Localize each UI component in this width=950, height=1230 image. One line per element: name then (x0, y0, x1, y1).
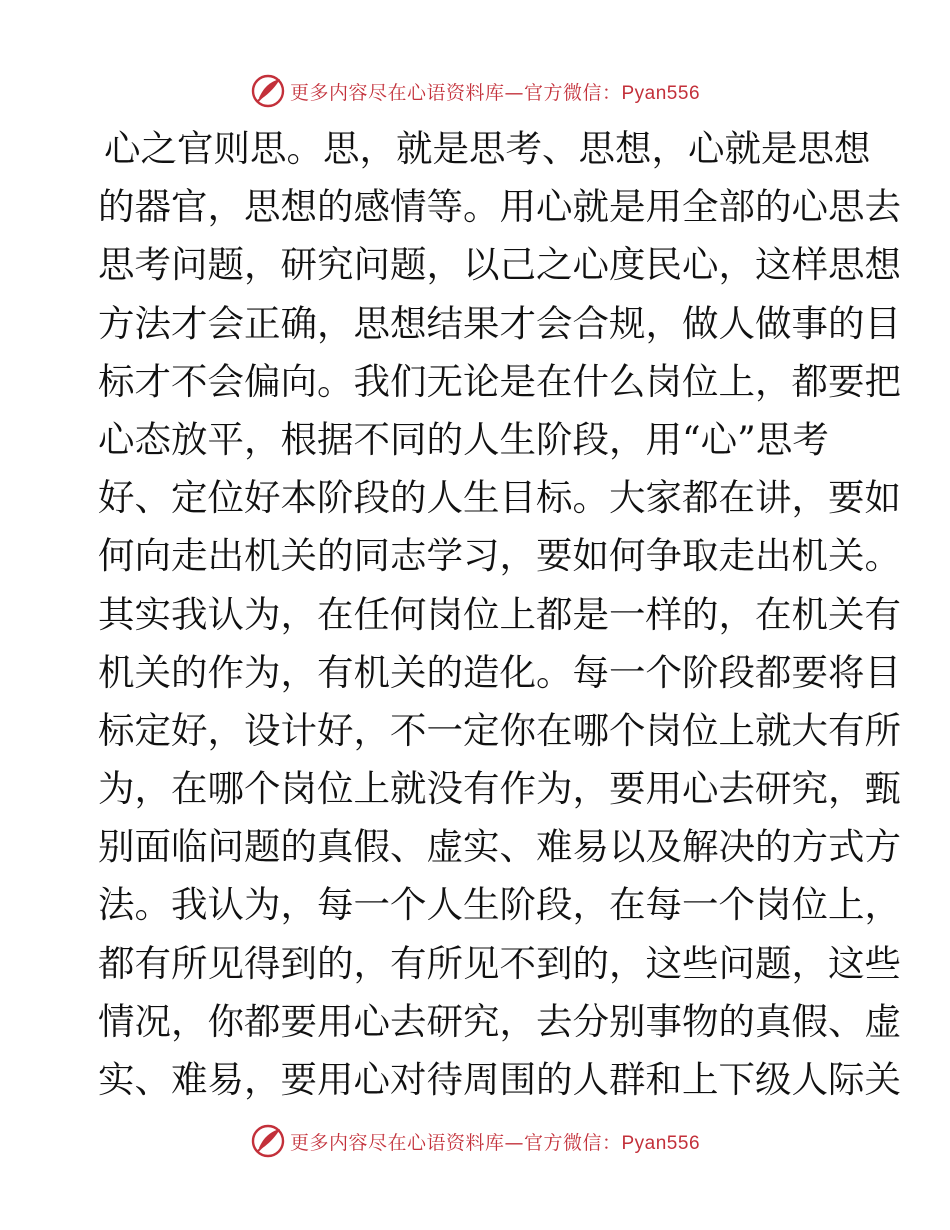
footer-watermark (0, 1121, 950, 1161)
paragraph-line: 标才不会偏向。我们无论是在什么岗位上，都要把 (98, 359, 901, 403)
feather-quill-logo-icon (250, 73, 286, 109)
watermark-text (290, 1128, 700, 1155)
watermark-cn-text: 更多内容尽在心语资料库—官方微信： (289, 1131, 622, 1154)
paragraph-line: 方法才会正确，思想结果才会合规，做人做事的目 (98, 301, 901, 345)
watermark-wechat-id: Pyan556 (621, 82, 701, 104)
document-body (0, 120, 950, 1109)
paragraph-line: 机关的作为，有机关的造化。每一个阶段都要将目 (98, 650, 901, 694)
watermark-text (290, 78, 700, 105)
paragraph-line: 好、定位好本阶段的人生目标。大家都在讲，要如 (98, 476, 901, 520)
header-watermark (0, 71, 950, 111)
paragraph-line: 情况，你都要用心去研究，去分别事物的真假、虚 (98, 999, 901, 1043)
paragraph-line: 其实我认为，在任何岗位上都是一样的，在机关有 (98, 592, 901, 636)
paragraph-line: 心态放平，根据不同的人生阶段，用“心”思考 (98, 417, 829, 461)
feather-quill-logo-icon (250, 1123, 286, 1159)
watermark-wechat-id: Pyan556 (621, 1132, 701, 1154)
paragraph-line: 别面临问题的真假、虚实、难易以及解决的方式方 (98, 825, 901, 869)
paragraph-line: 标定好，设计好，不一定你在哪个岗位上就大有所 (98, 708, 901, 752)
paragraph-line: 何向走出机关的同志学习，要如何争取走出机关。 (98, 534, 901, 578)
paragraph-line: 心之官则思。思，就是思考、思想，心就是思想 (104, 127, 871, 170)
paragraph-line: 思考问题，研究问题，以己之心度民心，这样思想 (98, 243, 901, 287)
paragraph-line: 实、难易，要用心对待周围的人群和上下级人际关 (98, 1058, 901, 1101)
paragraph-line: 为，在哪个岗位上就没有作为，要用心去研究，甄 (98, 767, 901, 811)
paragraph-line: 的器官，思想的感情等。用心就是用全部的心思去 (98, 185, 901, 229)
paragraph-line: 都有所见得到的，有所见不到的，这些问题，这些 (98, 941, 901, 985)
watermark-cn-text: 更多内容尽在心语资料库—官方微信： (289, 81, 622, 104)
paragraph-line: 法。我认为，每一个人生阶段，在每一个岗位上， (98, 883, 901, 927)
